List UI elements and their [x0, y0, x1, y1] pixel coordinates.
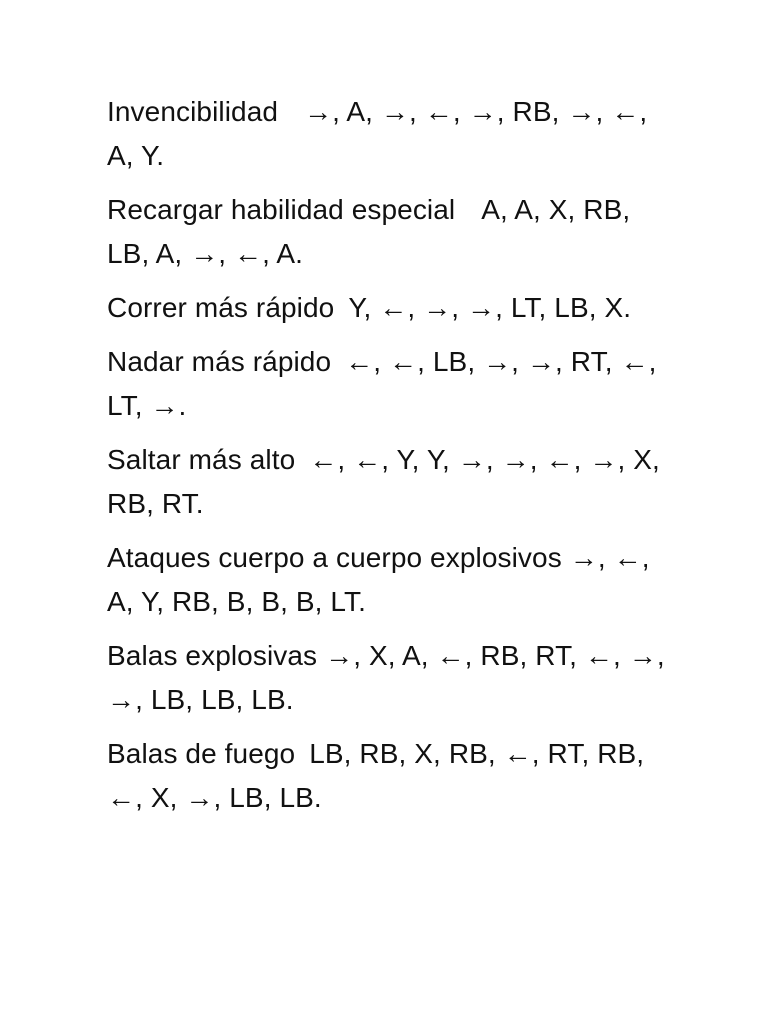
cheat-combo: →, X, A, ←, RB, RT, ←, →, →, LB, LB, LB.	[107, 640, 665, 715]
cheat-entry-invencibilidad	[107, 90, 667, 178]
cheat-combo: A, A, X, RB, LB, A, →, ←, A.	[107, 194, 631, 269]
cheat-list	[107, 90, 667, 830]
cheat-combo: →, A, →, ←, →, RB, →, ←, A, Y.	[107, 96, 648, 171]
cheat-combo: ←, ←, LB, →, →, RT, ←, LT, →.	[107, 346, 657, 421]
cheat-entry-saltar	[107, 438, 667, 526]
cheat-entry-ataques	[107, 536, 667, 624]
cheat-name: Invencibilidad	[107, 96, 279, 127]
cheat-name: Balas de fuego	[107, 738, 296, 769]
cheat-name: Saltar más alto	[107, 444, 296, 475]
cheat-entry-nadar	[107, 340, 667, 428]
cheat-name: Correr más rápido	[107, 292, 335, 323]
cheat-name: Nadar más rápido	[107, 346, 332, 377]
cheat-name: Balas explosivas	[107, 640, 318, 671]
cheat-entry-correr	[107, 286, 667, 330]
cheat-combo: Y, ←, →, →, LT, LB, X.	[348, 292, 632, 323]
cheat-combo: ←, ←, Y, Y, →, →, ←, →, X, RB, RT.	[107, 444, 660, 519]
cheat-entry-balas-fuego	[107, 732, 667, 820]
cheat-combo: LB, RB, X, RB, ←, RT, RB, ←, X, →, LB, LB.	[107, 738, 645, 813]
cheat-combo: →, ←, A, Y, RB, B, B, B, LT.	[107, 542, 650, 617]
cheat-name: Ataques cuerpo a cuerpo explosivos	[107, 542, 562, 573]
cheat-entry-balas-explosivas	[107, 634, 667, 722]
cheat-entry-recargar-habilidad	[107, 188, 667, 276]
cheat-name: Recargar habilidad especial	[107, 194, 456, 225]
